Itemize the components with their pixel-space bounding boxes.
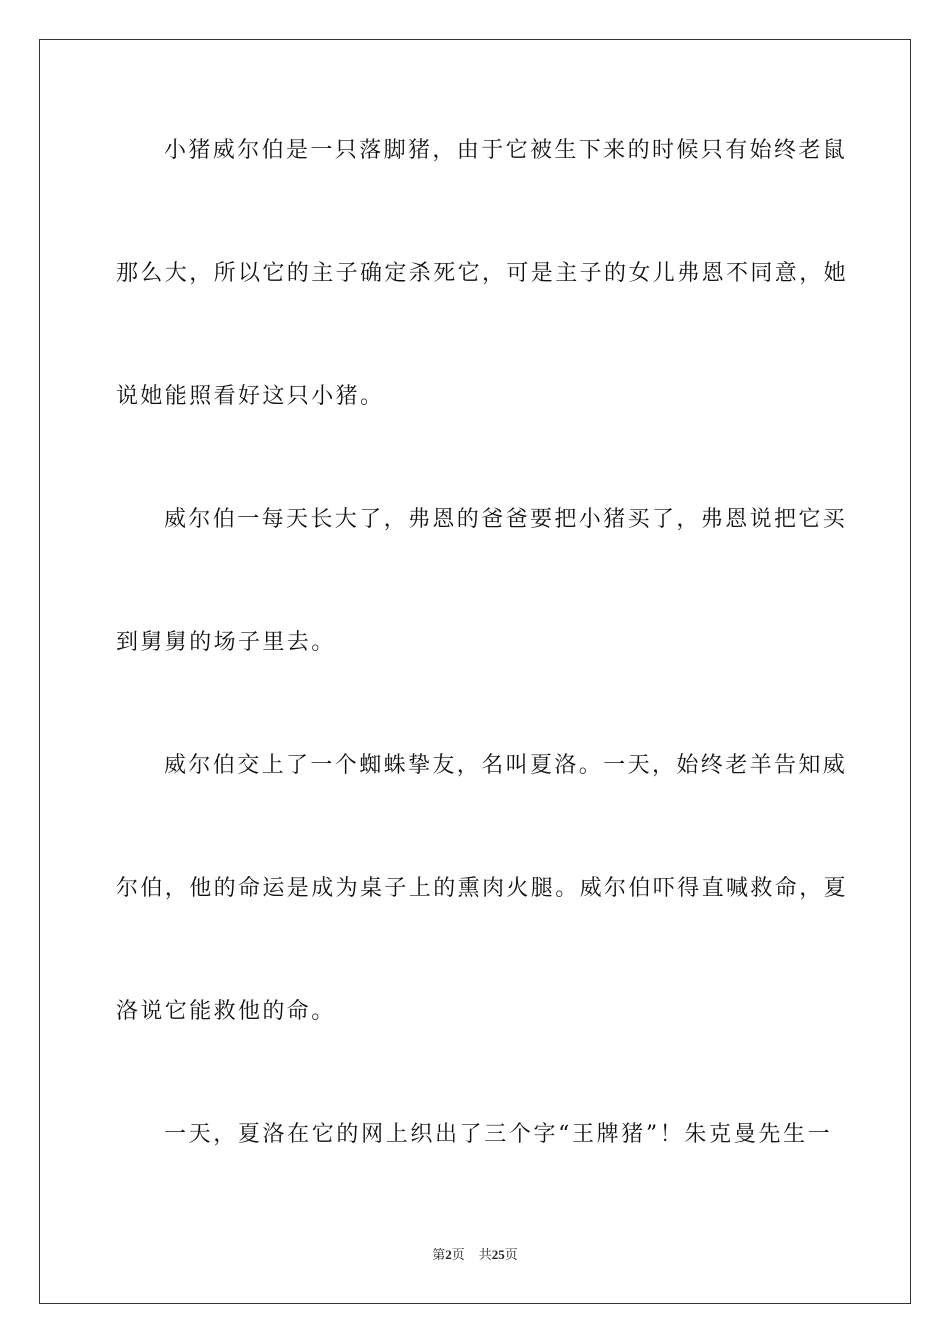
footer-current-page: 2 <box>445 1247 452 1262</box>
paragraph-3-line-1: 威尔伯交上了一个蜘蛛挚友，名叫夏洛。一天，始终老羊告知威 <box>164 753 848 778</box>
paragraph-1-line-1: 小猪威尔伯是一只落脚猪，由于它被生下来的时候只有始终老鼠 <box>164 138 848 163</box>
paragraph-2-line-2: 到舅舅的场子里去。 <box>116 630 336 655</box>
footer-page-suffix: 页 <box>451 1248 465 1263</box>
footer-total-pages: 25 <box>491 1247 505 1262</box>
paragraph-3-line-2: 尔伯，他的命运是成为桌子上的熏肉火腿。威尔伯吓得直喊救命，夏 <box>116 876 849 901</box>
paragraph-1-line-2: 那么大，所以它的主子确定杀死它，可是主子的女儿弗恩不同意，她 <box>116 261 849 286</box>
page-footer <box>0 1245 950 1266</box>
footer-total-prefix: 共 <box>478 1248 492 1263</box>
paragraph-2-line-1: 威尔伯一每天长大了，弗恩的爸爸要把小猪买了，弗恩说把它买 <box>164 507 848 532</box>
footer-page-prefix: 第 <box>432 1248 446 1263</box>
paragraph-1-line-3: 说她能照看好这只小猪。 <box>116 384 385 409</box>
paragraph-3-line-3: 洛说它能救他的命。 <box>116 999 336 1024</box>
paragraph-4-line-1: 一天，夏洛在它的网上织出了三个字“王牌猪”！朱克曼先生一 <box>164 1122 832 1147</box>
page-frame <box>39 39 911 1304</box>
footer-total-suffix: 页 <box>504 1248 518 1263</box>
